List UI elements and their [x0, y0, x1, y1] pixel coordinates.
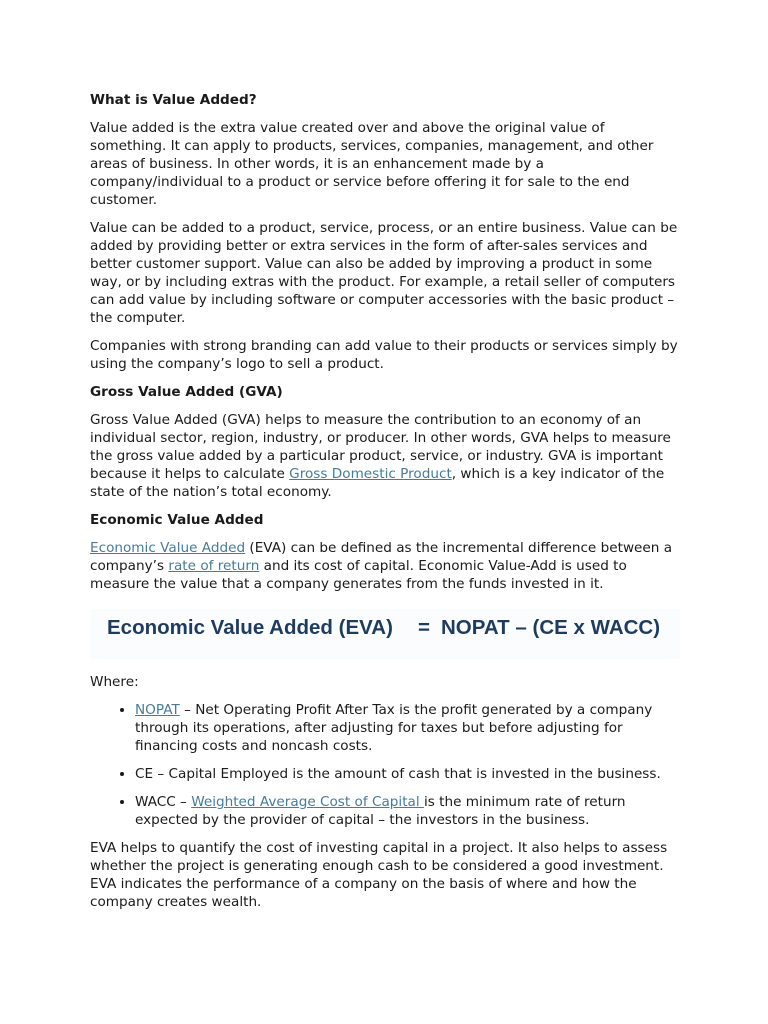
wacc-prefix: WACC – [135, 794, 192, 810]
paragraph-eva-closing: EVA helps to quantify the cost of investing capital in a project. It also helps to assess whether the project is generating enough cash to be considered a good investment. EVA indicates the performance of a company on the basis of where and how the company creates wealth. [90, 840, 668, 910]
gva-text-before: Gross Value Added (GVA) helps to measure the contribution to an economy of an individual sector, region, industry, or producer. In other words, GVA helps to measure the gross value added by a particular product, service, or industry. GVA is important because it helps to calculate [90, 412, 671, 482]
formula-right: NOPAT – (CE x WACC) [441, 616, 661, 639]
link-economic-value-added[interactable]: Economic Value Added [90, 540, 246, 556]
where-label: Where: [90, 674, 139, 690]
paragraph-gva [90, 411, 680, 501]
list-item-wacc [135, 793, 680, 829]
link-rate-of-return[interactable]: rate of return [168, 558, 260, 574]
formula-terms-list [90, 701, 680, 829]
list-item-ce [135, 765, 680, 783]
paragraph-branding: Companies with strong branding can add value to their products or services simply by using the company’s logo to sell a product. [90, 338, 678, 372]
document-page [90, 91, 680, 921]
heading-value-added: What is Value Added? [90, 92, 257, 108]
eva-text-2: and its cost of capital. Economic Value-Add is used to measure the value that a company generates from the funds invested in it. [90, 558, 627, 592]
paragraph-value-added-how: Value can be added to a product, service, process, or an entire business. Value can be added by providing better or extra services in the form of after-sales services and better customer support. Value can also be added by improving a product in some way, or by including extras with the product. For example, a retail seller of computers can add value by including software or computer accessories with the basic product – the computer. [90, 220, 678, 326]
heading-eva: Economic Value Added [90, 512, 264, 528]
paragraph-eva [90, 539, 680, 593]
eva-text-1: (EVA) can be defined as the incremental difference between a company’s [90, 540, 673, 574]
eva-formula-image [90, 609, 680, 659]
link-gross-domestic-product[interactable]: Gross Domestic Product [289, 466, 452, 482]
wacc-text: is the minimum rate of return expected by the provider of capital – the investors in the business. [135, 794, 626, 828]
nopat-text: – Net Operating Profit After Tax is the profit generated by a company through its operations, after adjusting for taxes but before adjusting for financing costs and noncash costs. [135, 702, 653, 754]
link-nopat[interactable]: NOPAT [135, 702, 180, 718]
ce-text: CE – Capital Employed is the amount of cash that is invested in the business. [135, 766, 661, 782]
link-wacc[interactable]: Weighted Average Cost of Capital [191, 794, 424, 810]
gva-text-after: , which is a key indicator of the state of the nation’s total economy. [90, 466, 665, 500]
list-item-nopat [135, 701, 680, 755]
formula-left: Economic Value Added (EVA) [107, 616, 393, 639]
heading-gva: Gross Value Added (GVA) [90, 384, 283, 400]
formula-equals: = [418, 616, 430, 639]
paragraph-value-added-definition: Value added is the extra value created over and above the original value of something. It can apply to products, services, companies, management, and other areas of business. In other words, it is an enhancement made by a company/individual to a product or service before offering it for sale to the end customer. [90, 120, 654, 208]
